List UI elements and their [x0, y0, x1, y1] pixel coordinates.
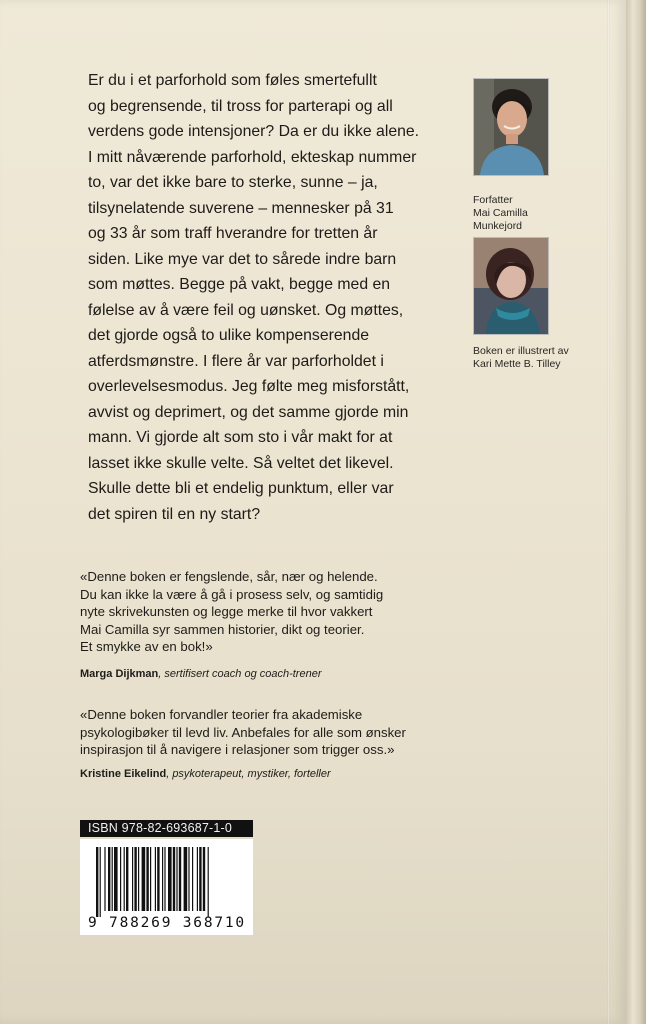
barcode-bar: [176, 847, 177, 911]
barcode-bar: [173, 847, 175, 911]
barcode-bar: [199, 847, 201, 911]
barcode-bar: [96, 847, 98, 917]
illustrator-caption: Boken er illustrert av Kari Mette B. Tilley: [473, 345, 569, 370]
barcode-bar: [138, 847, 139, 911]
blurb-text: Er du i et parforhold som føles smertefullt og begrensende, til tross for parterapi og all verdens gode intensjoner? Da er du ikke alene. I mitt nåværende parforhold, ekteskap nummer to, var det ikke bare to sterke, sunne – ja, tilsynelatende suverene – mennesker på 31 og 33 år som traff hverandre for tretten år siden. Like mye var det to sårede indre barn som møttes. Begge på vakt, begge med en følelse av å være feil og uønsket. Og møttes, det gjorde også to ulike kompenserende atferdsmønstre. I flere år var parforholdet i overlevelsesmodus. Jeg følte meg misforstått, avvist og deprimert, og det samme gjorde min mann. Vi gjorde alt som sto i vår makt for at lasset ikke skulle velte. Så veltet det likevel. Skulle dette bli et endelig punktum, eller var det spiren til en ny start?: [88, 72, 420, 523]
barcode-bar: [188, 847, 189, 911]
barcode-bar: [134, 847, 136, 911]
reviewer-role-1: , sertifisert coach og coach-trener: [158, 668, 322, 680]
barcode-bar: [146, 847, 148, 911]
barcode-bar: [208, 847, 209, 917]
cover-crease: [607, 0, 610, 1024]
illustrator-photo: [473, 237, 549, 335]
barcode-bar: [132, 847, 133, 911]
review-attribution-2: [80, 768, 331, 780]
barcode-bar: [104, 847, 105, 911]
isbn-label: ISBN 978-82-693687-1-0: [80, 820, 253, 837]
review-quote-1: «Denne boken er fengslende, sår, nær og helende. Du kan ikke la være å gå i prosess selv, og samtidig nyte skrivekunsten og legge merke til hvor vakkert Mai Camilla syr sammen historier, dikt og teorier. Et smykke av en bok!»: [80, 569, 384, 654]
barcode-bar: [155, 847, 156, 911]
barcode-bar: [179, 847, 181, 911]
barcode-bar: [142, 847, 146, 911]
barcode-bar: [100, 847, 101, 917]
barcode-bar: [184, 847, 188, 911]
barcode-bar: [120, 847, 121, 911]
barcode-bar: [168, 847, 172, 911]
barcode-bar: [162, 847, 163, 911]
barcode-bar: [112, 847, 113, 911]
review-quote-2: «Denne boken forvandler teorier fra akademiske psykologibøker til levd liv. Anbefales for alle som ønsker inspirasjon til å navigere i relasjoner som trigger oss.»: [80, 707, 406, 757]
barcode-bar: [164, 847, 165, 911]
barcode-bar: [108, 847, 110, 911]
barcode-bar: [157, 847, 159, 911]
author-photo: [473, 78, 549, 176]
barcode: [80, 839, 253, 935]
book-spine-edge: [626, 0, 646, 1024]
reviewer-name-1: Marga Dijkman: [80, 668, 159, 680]
barcode-bar: [126, 847, 128, 911]
author-caption: Forfatter Mai Camilla Munkejord: [473, 194, 528, 232]
barcode-bar: [192, 847, 193, 911]
review-attribution-1: [80, 668, 322, 680]
reviewer-name-2: Kristine Eikelind: [80, 768, 167, 780]
barcode-bar: [150, 847, 151, 911]
barcode-bar: [114, 847, 118, 911]
reviewer-role-2: , psykoterapeut, mystiker, forteller: [166, 768, 331, 780]
barcode-bar: [124, 847, 125, 911]
barcode-bar: [197, 847, 198, 911]
barcode-digits: 9 788269 368710: [88, 915, 246, 931]
barcode-bar: [203, 847, 205, 911]
